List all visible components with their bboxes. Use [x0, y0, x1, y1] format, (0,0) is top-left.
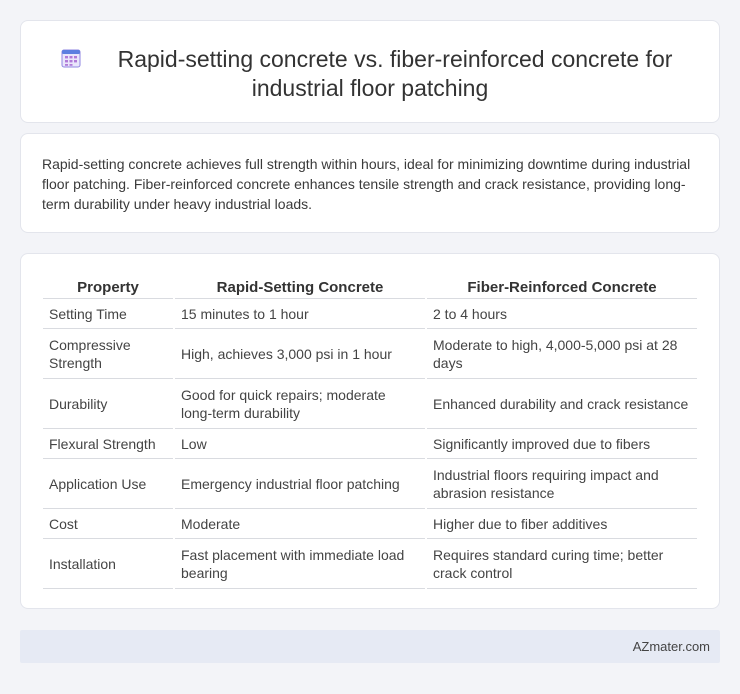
table-row [43, 329, 697, 379]
comparison-table [41, 276, 699, 589]
comparison-table-card [20, 253, 720, 609]
table-cell: Setting Time [43, 299, 173, 329]
table-cell: Fast placement with immediate load bearing [175, 539, 425, 589]
footer-bar [20, 630, 720, 663]
table-cell: Application Use [43, 459, 173, 509]
table-cell: Emergency industrial floor patching [175, 459, 425, 509]
footer-site-link[interactable]: AZmater.com [632, 639, 710, 654]
table-cell: Installation [43, 539, 173, 589]
table-header-row [43, 276, 697, 299]
table-row [43, 299, 697, 329]
table-cell: Low [175, 429, 425, 459]
intro-paragraph: Rapid-setting concrete achieves full strength within hours, ideal for minimizing downtime during industrial floor patching. Fiber-reinforced concrete enhances tensile strength and crack resistance, providing long-term durability under heavy industrial loads. [42, 156, 691, 212]
column-header-rapid-setting: Rapid-Setting Concrete [175, 276, 425, 299]
column-header-property: Property [43, 276, 173, 299]
column-header-fiber-reinforced: Fiber-Reinforced Concrete [427, 276, 697, 299]
table-cell: High, achieves 3,000 psi in 1 hour [175, 329, 425, 379]
table-cell: Higher due to fiber additives [427, 509, 697, 539]
table-cell: Durability [43, 379, 173, 429]
table-cell: Enhanced durability and crack resistance [427, 379, 697, 429]
table-cell: Significantly improved due to fibers [427, 429, 697, 459]
table-cell: Compressive Strength [43, 329, 173, 379]
intro-card [20, 133, 720, 233]
table-row [43, 509, 697, 539]
table-cell: Cost [43, 509, 173, 539]
title-line-1: Rapid-setting concrete vs. fiber-reinforced concrete for [117, 46, 673, 72]
table-cell: Good for quick repairs; moderate long-term durability [175, 379, 425, 429]
table-cell: Moderate [175, 509, 425, 539]
table-cell: Flexural Strength [43, 429, 173, 459]
table-cell: 15 minutes to 1 hour [175, 299, 425, 329]
table-row [43, 539, 697, 589]
table-cell: Industrial floors requiring impact and abrasion resistance [427, 459, 697, 509]
table-row [43, 429, 697, 459]
title-line-2: industrial floor patching [251, 75, 489, 101]
table-row [43, 459, 697, 509]
title-card [20, 20, 720, 123]
table-row [43, 379, 697, 429]
table-cell: Requires standard curing time; better crack control [427, 539, 697, 589]
page-title [21, 45, 719, 103]
table-cell: 2 to 4 hours [427, 299, 697, 329]
table-cell: Moderate to high, 4,000-5,000 psi at 28 days [427, 329, 697, 379]
